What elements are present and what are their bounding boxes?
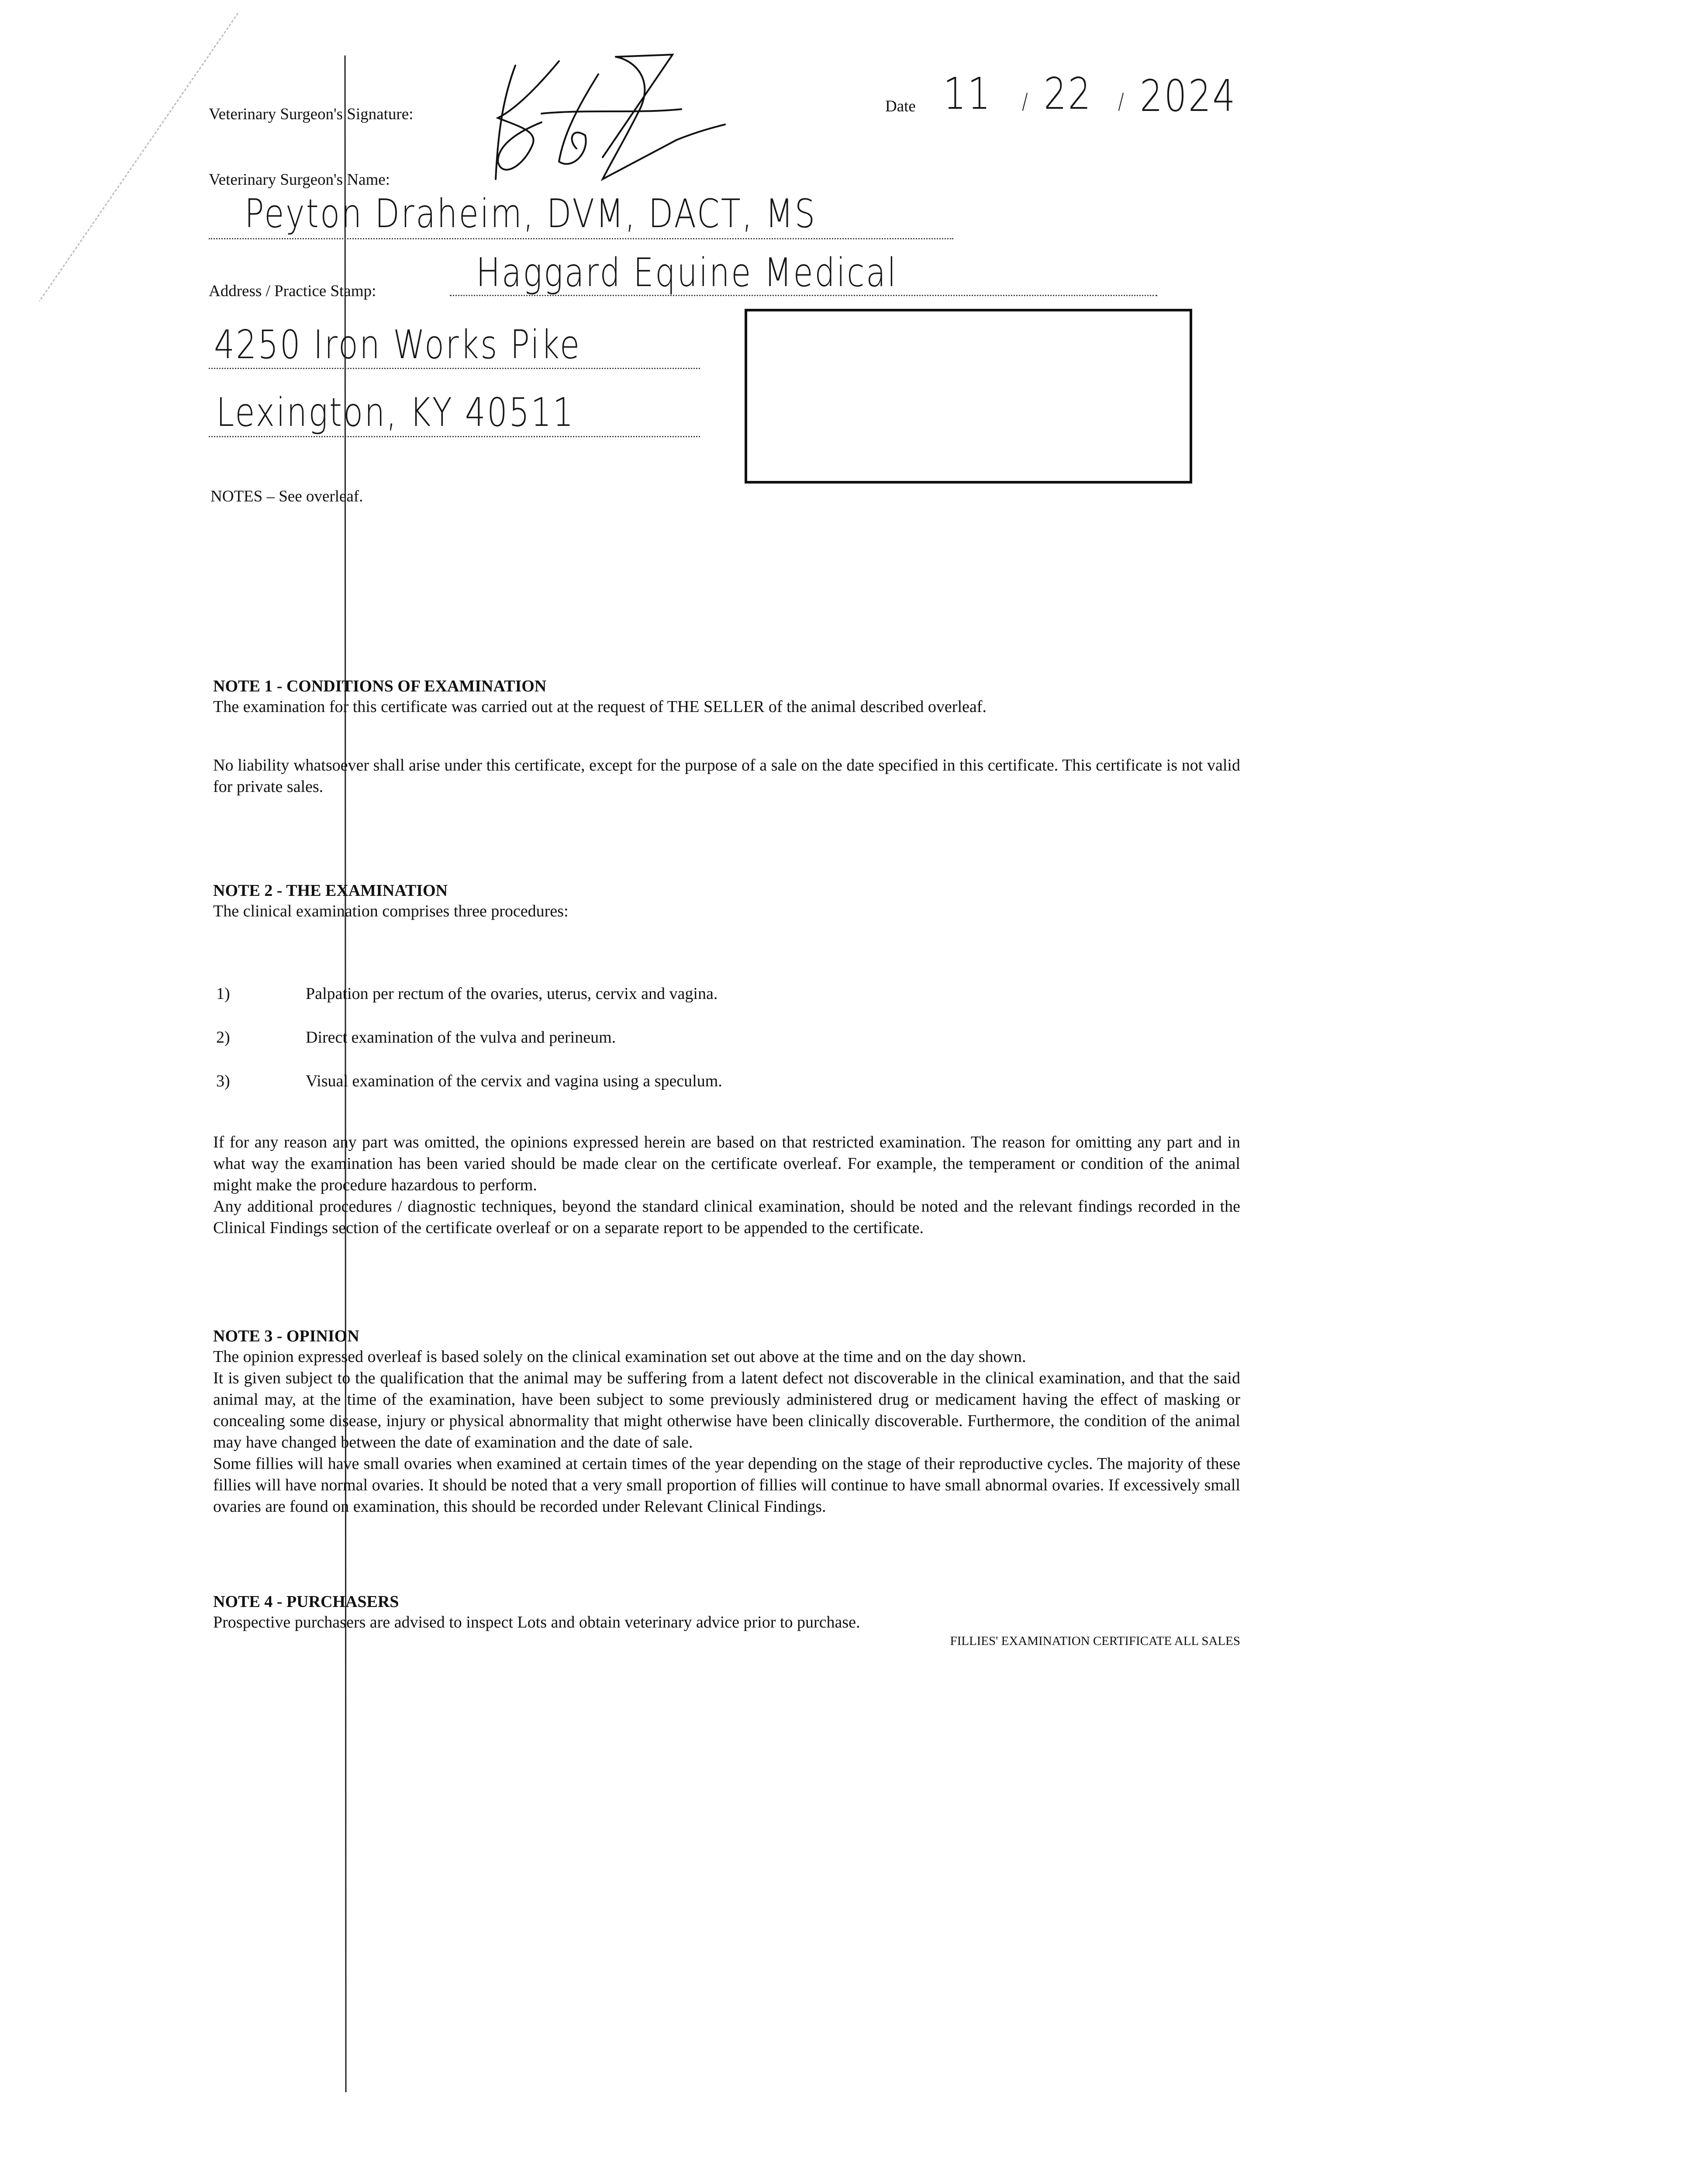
procedure-number: 1) xyxy=(216,985,230,1003)
procedure-list xyxy=(213,983,1240,1114)
date-day-field[interactable]: 22 xyxy=(1044,68,1092,119)
name-label: Veterinary Surgeon's Name: xyxy=(209,171,390,189)
form-name-footer: FILLIES' EXAMINATION CERTIFICATE ALL SALES xyxy=(950,1634,1240,1648)
note1-paragraph: The examination for this certificate was carried out at the request of THE SELLER of the animal described overleaf. xyxy=(213,698,987,716)
signature-image xyxy=(472,48,847,188)
note3-paragraph: It is given subject to the qualification that the animal may be suffering from a latent defect not discoverable in the clinical examination, and that the said animal may, at the time of the examination, have been subject to some previously administered drug or medicament having the effect of masking or concealing some disease, injury or physical abnormality that might otherwise have been clinically discoverable. Furthermore, the condition of the animal may have changed between the date of examination and the date of sale. xyxy=(213,1369,1240,1451)
procedure-item xyxy=(213,1027,1240,1071)
procedure-text: Palpation per rectum of the ovaries, uterus, cervix and vagina. xyxy=(306,985,718,1003)
procedure-number: 3) xyxy=(216,1072,230,1090)
address-label: Address / Practice Stamp: xyxy=(209,282,376,300)
note4-paragraph: Prospective purchasers are advised to inspect Lots and obtain veterinary advice prior to purchase. xyxy=(213,1613,860,1631)
note2-paragraph: If for any reason any part was omitted, the opinions expressed herein are based on that restricted examination. The reason for omitting any part and in what way the examination has been varied should be made clear on the certificate overleaf. For example, the temperament or condition of the animal might make the procedure hazardous to perform. xyxy=(213,1133,1240,1194)
note2-intro: The clinical examination comprises three procedures: xyxy=(213,902,569,920)
procedure-item xyxy=(213,983,1240,1027)
note3-heading: NOTE 3 - OPINION xyxy=(213,1327,359,1345)
notes-section xyxy=(213,676,1240,1649)
note4-heading: NOTE 4 - PURCHASERS xyxy=(213,1593,399,1611)
date-separator: / xyxy=(1118,89,1126,114)
date-month-field[interactable]: 11 xyxy=(943,68,992,119)
note2-heading: NOTE 2 - THE EXAMINATION xyxy=(213,881,448,900)
note3-paragraph: The opinion expressed overleaf is based solely on the clinical examination set out above at the time and on the day shown. xyxy=(213,1348,1026,1366)
date-label: Date xyxy=(885,97,916,115)
note1-paragraph: No liability whatsoever shall arise under this certificate, except for the purpose of a sale on the date specified in this certificate. This certificate is not valid for private sales. xyxy=(213,756,1240,796)
date-year-field[interactable]: 2024 xyxy=(1140,70,1237,121)
address-line1-field[interactable]: Haggard Equine Medical xyxy=(476,250,898,296)
procedure-number: 2) xyxy=(216,1028,230,1047)
note1-heading: NOTE 1 - CONDITIONS OF EXAMINATION xyxy=(213,677,547,695)
signature-label: Veterinary Surgeon's Signature: xyxy=(209,105,414,123)
address-line2-field[interactable]: 4250 Iron Works Pike xyxy=(214,322,581,368)
address-underline xyxy=(209,368,700,369)
address-underline xyxy=(209,436,700,437)
address-underline xyxy=(450,295,1157,296)
surgeon-name-field[interactable]: Peyton Draheim, DVM, DACT, MS xyxy=(245,191,817,237)
practice-stamp-box xyxy=(745,309,1192,484)
procedure-item xyxy=(213,1071,1240,1114)
procedure-text: Direct examination of the vulva and perineum. xyxy=(306,1028,616,1047)
procedure-text: Visual examination of the cervix and vagina using a speculum. xyxy=(306,1072,722,1090)
note3-paragraph: Some fillies will have small ovaries when examined at certain times of the year depending on the stage of their reproductive cycles. The majority of these fillies will have normal ovaries. It should be noted that a very small proportion of fillies will continue to have small abnormal ovaries. If excessively small ovaries are found on examination, this should be recorded under Relevant Clinical Findings. xyxy=(213,1455,1240,1516)
notes-label: NOTES – See overleaf. xyxy=(210,487,363,505)
name-underline xyxy=(209,238,953,239)
address-line3-field[interactable]: Lexington, KY 40511 xyxy=(216,390,575,435)
note2-paragraph: Any additional procedures / diagnostic techniques, beyond the standard clinical examination, should be noted and the relevant findings recorded in the Clinical Findings section of the certificate overleaf or on a separate report to be appended to the certificate. xyxy=(213,1197,1240,1237)
date-separator: / xyxy=(1022,89,1030,114)
